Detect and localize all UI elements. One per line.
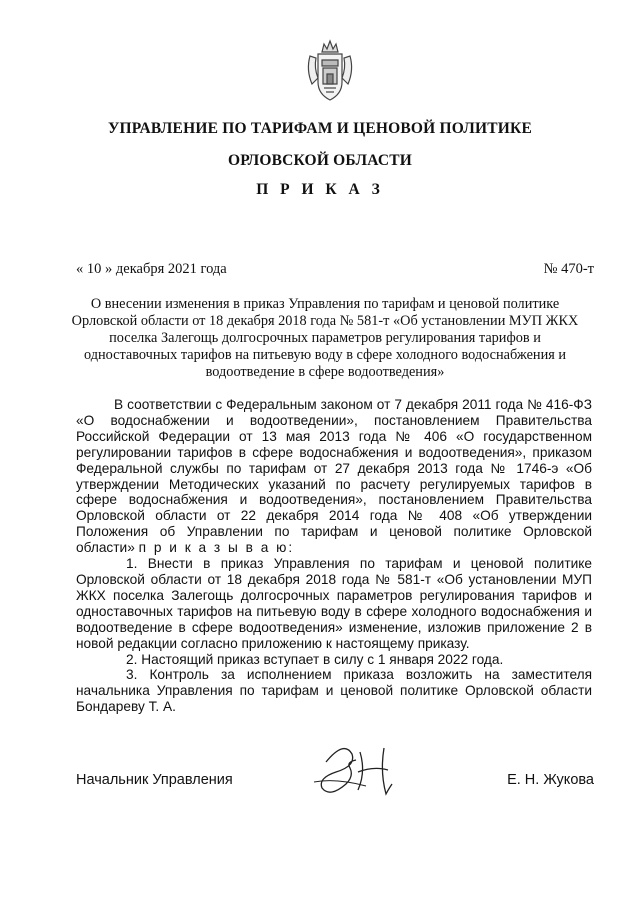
- order-item-2: 2. Настоящий приказ вступает в силу с 1 января 2022 года.: [126, 651, 504, 667]
- order-body: [76, 397, 592, 715]
- agency-title: УПРАВЛЕНИЕ ПО ТАРИФАМ И ЦЕНОВОЙ ПОЛИТИКЕ: [107, 120, 533, 137]
- order-subject: О внесении изменения в приказ Управления по тарифам и ценовой политике Орловской области от 18 декабря 2018 года № 581-т «Об установлении МУП ЖКХ поселка Залегощь долгосрочных параметров регулирования тарифов и одноставочных тарифов на питьевую воду в сфере холодного водоснабжения и водоотведение в сфере водоотведения»: [71, 296, 579, 380]
- order-item-3: 3. Контроль за исполнением приказа возложить на заместителя начальника Управления по тарифам и ценовой политике Орловской области Бондареву Т. А.: [76, 667, 592, 715]
- handwritten-signature: [296, 732, 406, 802]
- preamble-paragraph: [76, 397, 592, 556]
- signatory-title: Начальник Управления: [76, 772, 233, 788]
- order-number: № 470-т: [543, 261, 594, 277]
- document-type: П Р И К А З: [256, 181, 384, 198]
- agency-region: ОРЛОВСКОЙ ОБЛАСТИ: [227, 152, 413, 169]
- coat-of-arms-icon: [300, 38, 360, 104]
- command-word: п р и к а з ы в а ю:: [138, 540, 295, 556]
- preamble-text: В соответствии с Федеральным законом от 7 декабря 2011 года № 416-ФЗ «О водоснабжении и водоотведении», постановлением Правительства Российской Федерации от 13 мая 2013 года № 406 «О государственном регулировании тарифов в сфере водоснабжения и водоотведения», приказом Федеральной службы по тарифам от 27 декабря 2013 года № 1746-э «Об утверждении Методических указаний по расчету регулируемых тарифов в сфере водоснабжения и водоотведения», постановлением Правительства Орловской области от 22 декабря 2014 года № 408 «Об утверждении Положения об Управлении по тарифам и ценовой политике Орловской области»: [76, 397, 592, 556]
- order-item-1: 1. Внести в приказ Управления по тарифам и ценовой политике Орловской области от 18 декабря 2018 года № 581-т «Об установлении МУП ЖКХ поселка Залегощь долгосрочных параметров регулирования тарифов и одноставочных тарифов на питьевую воду в сфере холодного водоснабжения и водоотведение в сфере водоотведения» изменение, изложив приложение 2 в новой редакции согласно приложению к настоящему приказу.: [76, 556, 592, 651]
- order-date: « 10 » декабря 2021 года: [76, 261, 227, 277]
- signatory-name: Е. Н. Жукова: [507, 772, 594, 788]
